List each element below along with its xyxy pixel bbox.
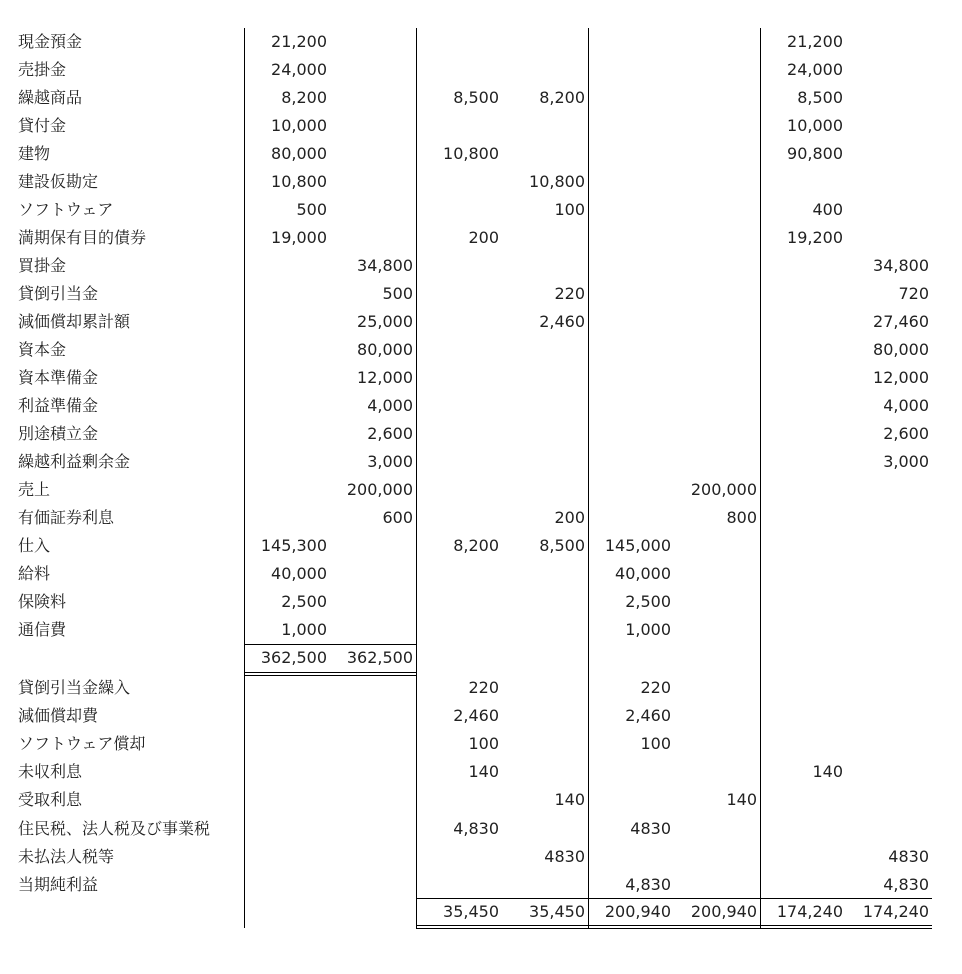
amount-cell: 220	[468, 677, 499, 697]
account-label: 仕入	[18, 536, 51, 555]
account-label: 受取利息	[18, 790, 83, 810]
amount-cell: 500	[382, 284, 413, 303]
account-label: 貸倒引当金	[18, 284, 99, 303]
grand-total-double-rule-2	[416, 928, 932, 929]
amount-cell: 34,800	[357, 256, 413, 275]
amount-cell: 4,830	[883, 874, 929, 894]
amount-cell: 4,000	[367, 396, 413, 415]
amount-cell: 145,300	[260, 536, 327, 555]
amount-cell: 220	[554, 284, 585, 303]
amount-cell: 2,600	[367, 424, 413, 443]
trial-total-cell: 362,500	[346, 648, 413, 667]
amount-cell: 25,000	[357, 312, 413, 331]
amount-cell: 2,460	[539, 312, 585, 331]
account-label: 建物	[18, 144, 51, 163]
amount-cell: 80,000	[357, 340, 413, 359]
account-label: 資本準備金	[18, 368, 99, 387]
amount-cell: 140	[468, 762, 499, 782]
amount-cell: 800	[726, 508, 757, 527]
amount-cell: 8,500	[453, 88, 499, 107]
amount-cell: 2,500	[625, 592, 671, 611]
account-label: 利益準備金	[18, 396, 99, 415]
amount-cell: 140	[812, 762, 843, 782]
amount-cell: 90,800	[787, 144, 843, 163]
account-label: 売掛金	[18, 60, 67, 79]
amount-cell: 140	[726, 790, 757, 810]
amount-cell: 400	[812, 200, 843, 219]
amount-cell: 24,000	[787, 60, 843, 79]
amount-cell: 2,460	[453, 705, 499, 725]
amount-cell: 100	[554, 200, 585, 219]
account-label: 売上	[18, 480, 51, 499]
amount-cell: 720	[898, 284, 929, 303]
amount-cell: 10,800	[529, 172, 585, 191]
grand-total-cell: 35,450	[529, 902, 585, 921]
trial-total-double-rule-2	[244, 675, 416, 676]
account-label: 貸倒引当金繰入	[18, 677, 131, 697]
amount-cell: 12,000	[357, 368, 413, 387]
amount-cell: 4,830	[453, 818, 499, 838]
column-rule-income	[588, 28, 589, 929]
account-label: 買掛金	[18, 256, 67, 275]
account-label: ソフトウェア	[18, 200, 114, 219]
amount-cell: 100	[468, 733, 499, 753]
grand-total-cell: 200,940	[604, 902, 671, 921]
amount-cell: 21,200	[271, 32, 327, 51]
account-label: 当期純利益	[18, 874, 99, 894]
amount-cell: 40,000	[271, 564, 327, 583]
account-label: 別途積立金	[18, 424, 99, 443]
account-label: 繰越商品	[18, 88, 83, 107]
amount-cell: 8,200	[539, 88, 585, 107]
amount-cell: 34,800	[873, 256, 929, 275]
grand-total-cell: 174,240	[862, 902, 929, 921]
account-label: 繰越利益剰余金	[18, 452, 131, 471]
amount-cell: 100	[640, 733, 671, 753]
grand-total-cell: 200,940	[690, 902, 757, 921]
account-label: 給料	[18, 564, 51, 583]
amount-cell: 80,000	[271, 144, 327, 163]
account-label: 資本金	[18, 340, 67, 359]
amount-cell: 12,000	[873, 368, 929, 387]
amount-cell: 8,200	[281, 88, 327, 107]
amount-cell: 4,830	[625, 874, 671, 894]
amount-cell: 24,000	[271, 60, 327, 79]
amount-cell: 10,000	[787, 116, 843, 135]
amount-cell: 200	[468, 228, 499, 247]
account-label: 未払法人税等	[18, 846, 115, 866]
amount-cell: 4830	[544, 846, 585, 866]
amount-cell: 10,000	[271, 116, 327, 135]
account-label: 建設仮勘定	[18, 172, 99, 191]
amount-cell: 2,600	[883, 424, 929, 443]
amount-cell: 1,000	[281, 620, 327, 639]
amount-cell: 19,200	[787, 228, 843, 247]
amount-cell: 4,000	[883, 396, 929, 415]
amount-cell: 200	[554, 508, 585, 527]
amount-cell: 200,000	[346, 480, 413, 499]
amount-cell: 4830	[888, 846, 929, 866]
account-label: 現金預金	[18, 32, 83, 51]
account-label: 保険料	[18, 592, 67, 611]
account-label: 通信費	[18, 620, 67, 639]
amount-cell: 8,500	[539, 536, 585, 555]
amount-cell: 600	[382, 508, 413, 527]
account-label: 貸付金	[18, 116, 67, 135]
amount-cell: 3,000	[883, 452, 929, 471]
amount-cell: 140	[554, 790, 585, 810]
amount-cell: 3,000	[367, 452, 413, 471]
amount-cell: 8,200	[453, 536, 499, 555]
account-label: 未収利息	[18, 762, 83, 782]
amount-cell: 500	[296, 200, 327, 219]
amount-cell: 27,460	[873, 312, 929, 331]
amount-cell: 220	[640, 677, 671, 697]
account-label: ソフトウェア償却	[18, 733, 146, 753]
amount-cell: 10,800	[443, 144, 499, 163]
amount-cell: 8,500	[797, 88, 843, 107]
account-label: 減価償却累計額	[18, 312, 131, 331]
amount-cell: 40,000	[615, 564, 671, 583]
amount-cell: 145,000	[604, 536, 671, 555]
amount-cell: 19,000	[271, 228, 327, 247]
grand-total-cell: 174,240	[776, 902, 843, 921]
account-label: 住民税、法人税及び事業税	[18, 818, 211, 838]
account-label: 減価償却費	[18, 705, 99, 725]
amount-cell: 2,460	[625, 705, 671, 725]
trial-total-cell: 362,500	[260, 648, 327, 667]
amount-cell: 200,000	[690, 480, 757, 499]
amount-cell: 4830	[630, 818, 671, 838]
amount-cell: 2,500	[281, 592, 327, 611]
grand-total-cell: 35,450	[443, 902, 499, 921]
amount-cell: 80,000	[873, 340, 929, 359]
amount-cell: 10,800	[271, 172, 327, 191]
trial-total-double-rule-1	[244, 672, 416, 673]
amount-cell: 1,000	[625, 620, 671, 639]
account-label: 有価証券利息	[18, 508, 115, 527]
amount-cell: 21,200	[787, 32, 843, 51]
account-label: 満期保有目的債券	[18, 228, 147, 247]
